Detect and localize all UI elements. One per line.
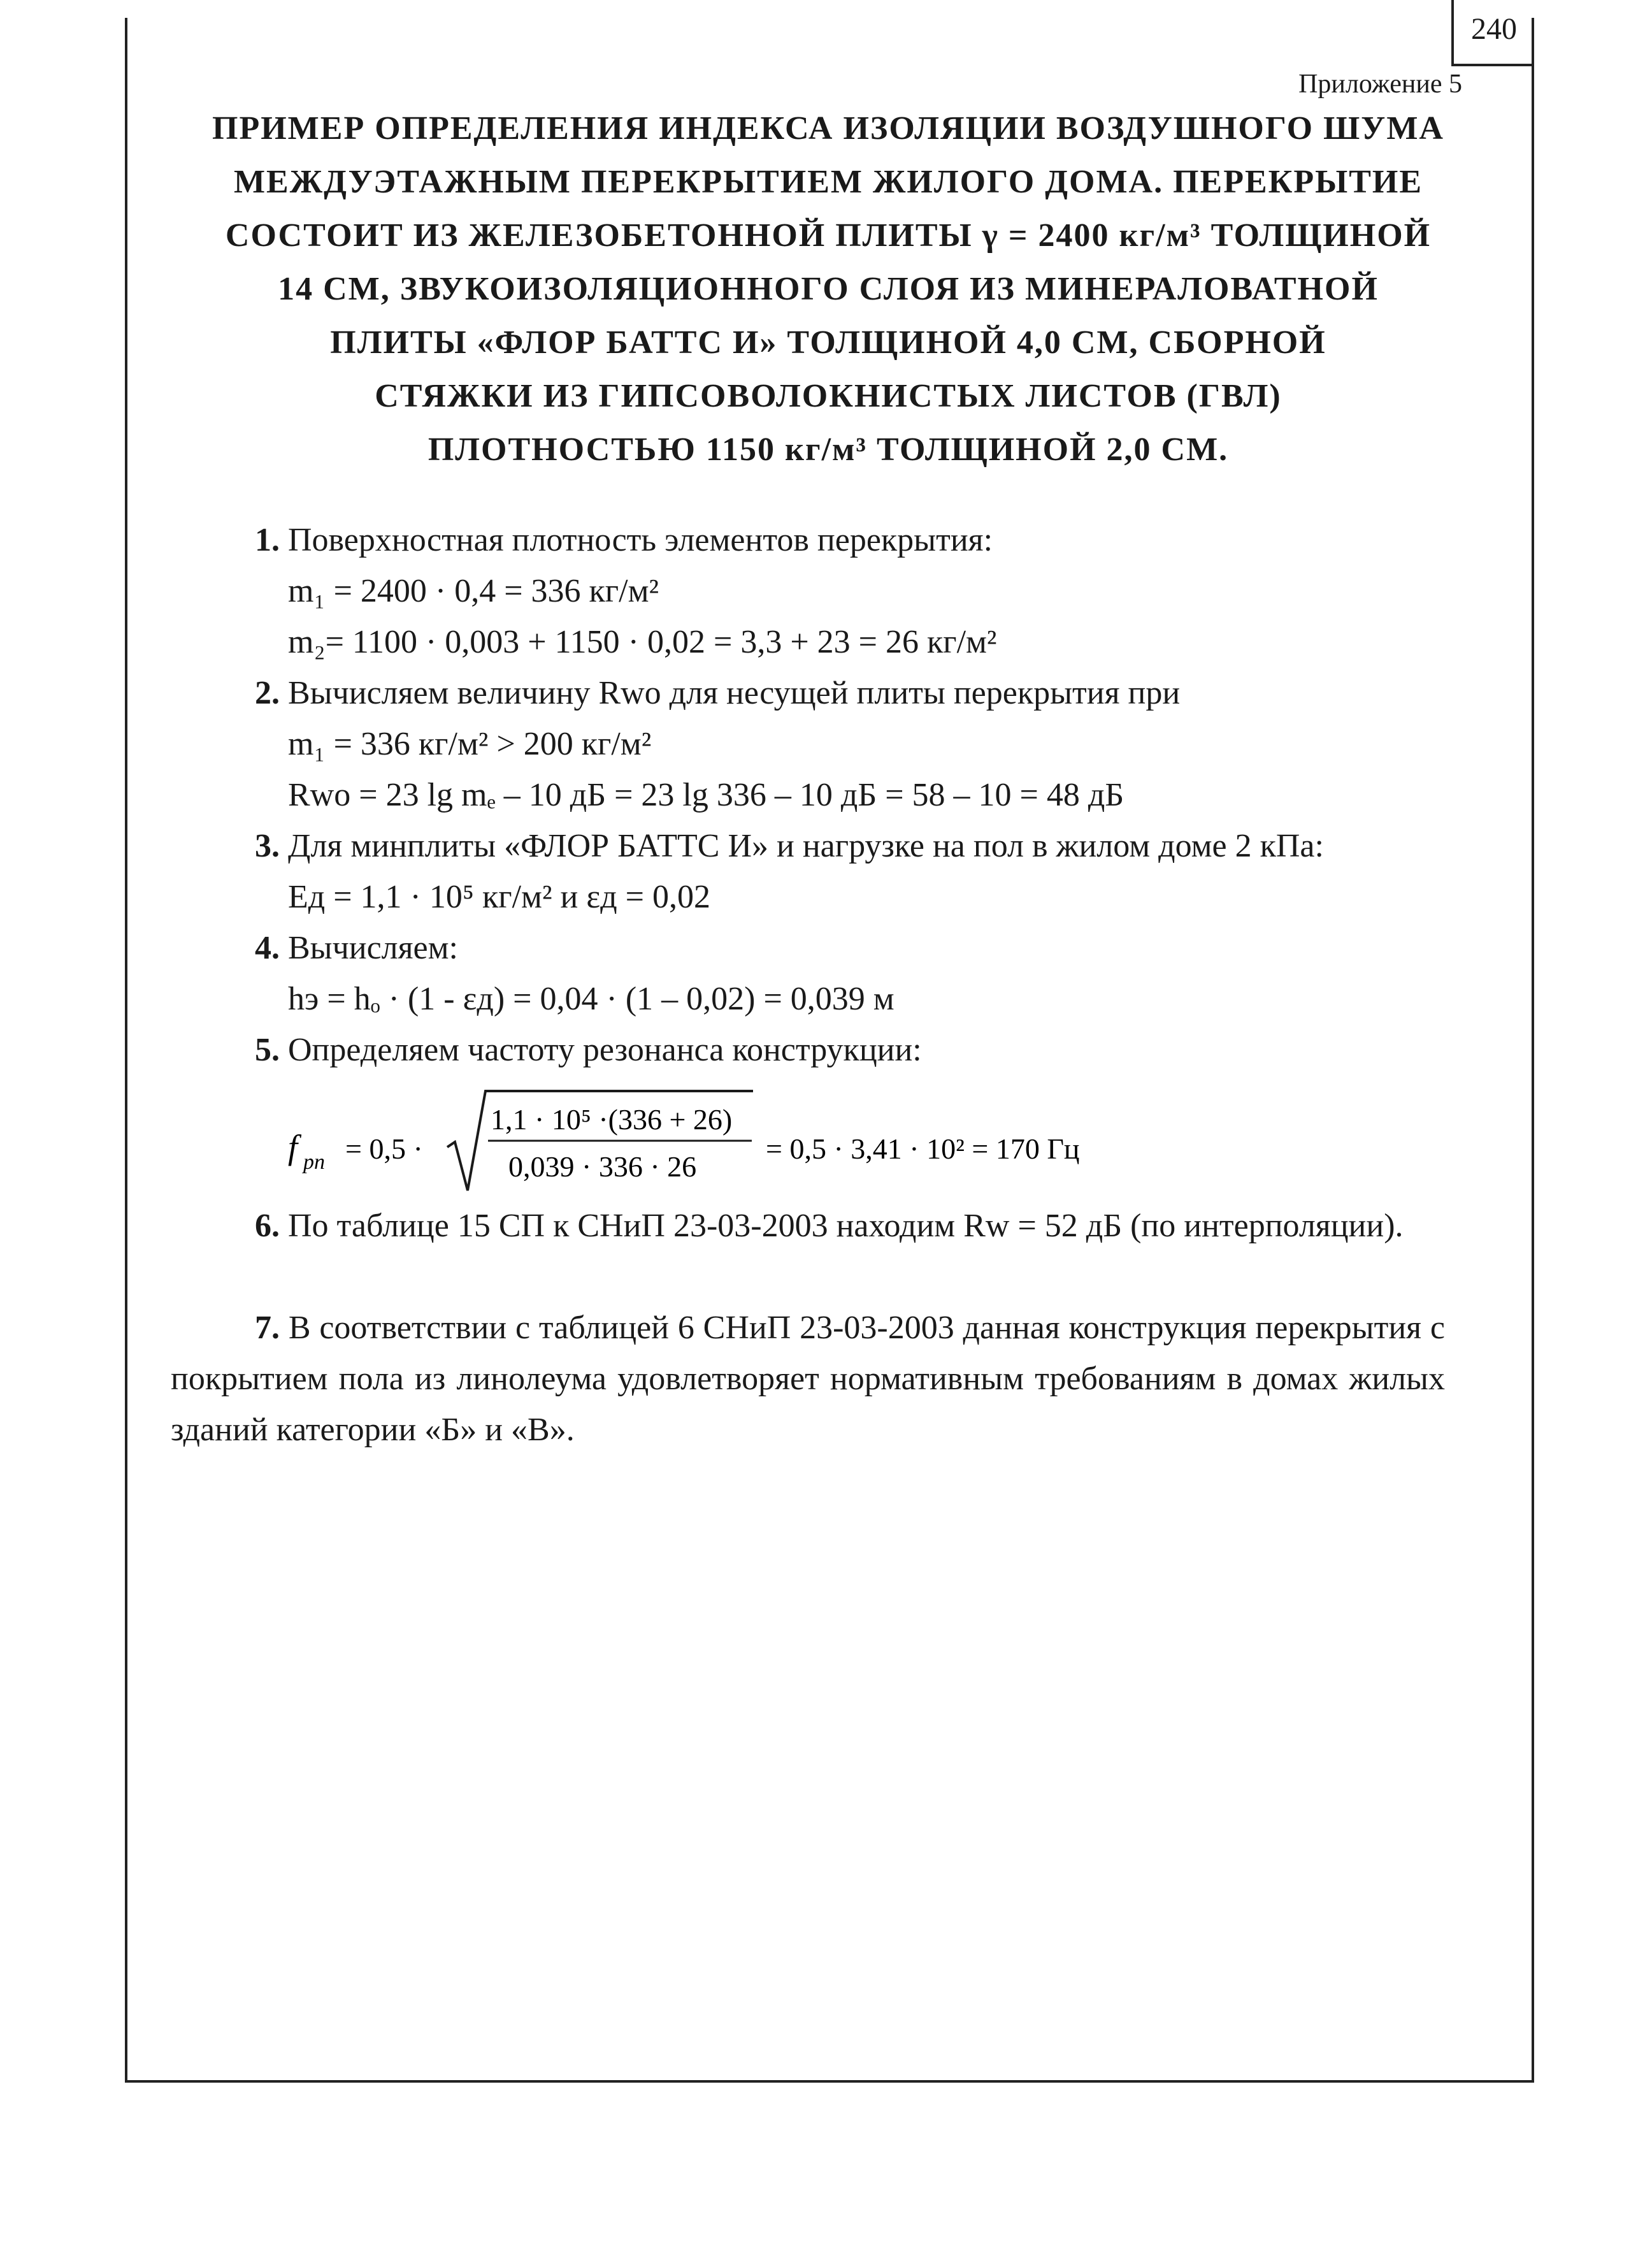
step-5 xyxy=(255,1025,1465,1076)
title-line: МЕЖДУЭТАЖНЫМ ПЕРЕКРЫТИЕМ ЖИЛОГО ДОМА. ПЕРЕКРЫТИЕ xyxy=(233,164,1423,200)
formula-m1: m₁ = 2400 · 0,4 = 336 кг/м² xyxy=(288,573,659,609)
step-text: Для минплиты «ФЛОР БАТТС И» и нагрузке на пол в жилом доме 2 кПа: xyxy=(288,828,1324,864)
step-number: 4. xyxy=(255,930,280,966)
step-number: 3. xyxy=(255,828,280,864)
step-text: По таблице 15 СП к СНиП 23-03-2003 находим Rᴡ = 52 дБ (по интерполяции). xyxy=(288,1208,1404,1244)
page-border-left xyxy=(125,18,127,2083)
formula-lhs-subscript: рп xyxy=(303,1150,325,1174)
step-text: Вычисляем величину Rᴡᴏ для несущей плиты перекрытия при xyxy=(288,675,1181,711)
formula-result: = 0,5 · 3,41 · 10² = 170 Гц xyxy=(766,1132,1080,1165)
formula-denominator: 0,039 · 336 · 26 xyxy=(508,1150,697,1183)
page-border-right xyxy=(1532,18,1534,2083)
document-title xyxy=(172,102,1484,477)
formula-lhs: f xyxy=(288,1128,298,1166)
step-text: Определяем частоту резонанса конструкции: xyxy=(288,1032,922,1068)
title-line: СТЯЖКИ ИЗ ГИПСОВОЛОКНИСТЫХ ЛИСТОВ (ГВЛ) xyxy=(375,378,1282,414)
step-number: 6. xyxy=(255,1208,280,1244)
step-number: 2. xyxy=(255,675,280,711)
resonance-formula-svg xyxy=(288,1083,1180,1198)
calculation-steps xyxy=(255,515,1465,1076)
title-line: 14 СМ, ЗВУКОИЗОЛЯЦИОННОГО СЛОЯ ИЗ МИНЕРАЛОВАТНОЙ xyxy=(278,271,1379,307)
formula-coefficient: = 0,5 · xyxy=(345,1132,423,1165)
step-2 xyxy=(255,668,1465,719)
formula-numerator: 1,1 · 10⁵ ·(336 + 26) xyxy=(491,1103,733,1136)
title-line: ПРИМЕР ОПРЕДЕЛЕНИЯ ИНДЕКСА ИЗОЛЯЦИИ ВОЗДУШНОГО ШУМА xyxy=(212,110,1444,147)
formula-m2: m₂= 1100 · 0,003 + 1150 · 0,02 = 3,3 + 23 = 26 кг/м² xyxy=(288,624,997,660)
title-line: ПЛИТЫ «ФЛОР БАТТС И» ТОЛЩИНОЙ 4,0 СМ, СБОРНОЙ xyxy=(330,324,1326,361)
step-number: 5. xyxy=(255,1032,280,1068)
page-number: 240 xyxy=(1471,12,1517,46)
title-line: ПЛОТНОСТЬЮ 1150 кг/м³ ТОЛЩИНОЙ 2,0 СМ. xyxy=(427,431,1229,468)
formula-rwo: Rᴡᴏ = 23 lg mₑ – 10 дБ = 23 lg 336 – 10 дБ = 58 – 10 = 48 дБ xyxy=(288,777,1124,813)
formula-he: hэ = hₒ · (1 - εд) = 0,04 · (1 – 0,02) = 0,039 м xyxy=(288,981,894,1017)
step-4 xyxy=(255,923,1465,974)
step-text: В соответствии с таблицей 6 СНиП 23-03-2003 данная конструкция перекрытия с покрытием пола из линолеума удовлетворяет нормативным требованиям в домах жилых зданий категории «Б» и «В». xyxy=(171,1310,1445,1448)
step-7 xyxy=(171,1303,1445,1456)
formula-ed: Eд = 1,1 · 10⁵ кг/м² и εд = 0,02 xyxy=(288,879,710,915)
step-number: 1. xyxy=(255,522,280,558)
step-number: 7. xyxy=(255,1310,280,1346)
step-3 xyxy=(255,821,1465,872)
appendix-label: Приложение 5 xyxy=(1298,69,1462,99)
step-text: Поверхностная плотность элементов перекрытия: xyxy=(288,522,993,558)
formula-m1-compare: m₁ = 336 кг/м² > 200 кг/м² xyxy=(288,726,652,762)
page-border-bottom xyxy=(125,2080,1534,2083)
step-6 xyxy=(171,1201,1445,1252)
title-line: СОСТОИТ ИЗ ЖЕЛЕЗОБЕТОННОЙ ПЛИТЫ γ = 2400 кг/м³ ТОЛЩИНОЙ xyxy=(225,217,1432,254)
step-text: Вычисляем: xyxy=(288,930,458,966)
step-1 xyxy=(255,515,1465,566)
resonance-formula xyxy=(288,1083,1180,1198)
